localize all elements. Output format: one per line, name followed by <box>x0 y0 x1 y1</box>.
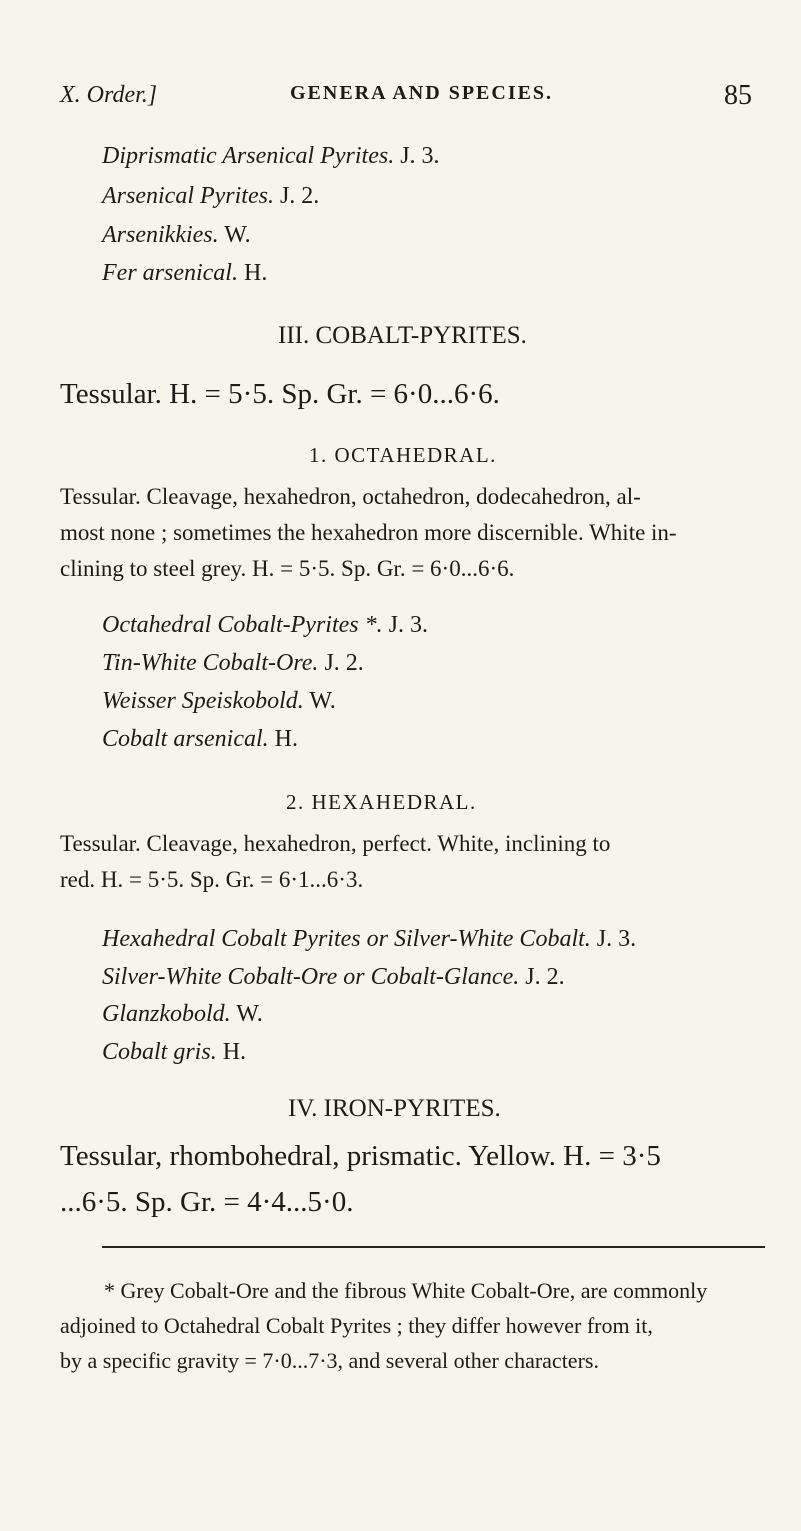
synonym-line <box>102 143 440 170</box>
species-title: 2. HEXAHEDRAL. <box>286 790 477 814</box>
synonym-ref: J. 2. <box>525 964 565 990</box>
synonym-name: Tin-White Cobalt-Ore. <box>102 650 319 676</box>
footnote-line: * Grey Cobalt-Ore and the fibrous White Cobalt-Ore, are commonly <box>104 1278 708 1303</box>
section-title: III. COBALT-PYRITES. <box>278 322 527 349</box>
synonym-ref: J. 3. <box>388 612 428 638</box>
synonym-line <box>102 964 565 991</box>
synonym-line <box>102 688 336 715</box>
synonym-name: Fer arsenical. <box>102 260 238 286</box>
footnote-line: by a specific gravity = 7·0...7·3, and several other characters. <box>60 1348 599 1373</box>
description-line: clining to steel grey. H. = 5·5. Sp. Gr. = 6·0...6·6. <box>60 556 515 581</box>
synonym-ref: W. <box>224 222 251 248</box>
synonym-name: Weisser Speiskobold. <box>102 688 304 714</box>
synonym-name: Silver-White Cobalt-Ore or Cobalt-Glance. <box>102 964 520 990</box>
synonym-ref: H. <box>243 260 268 286</box>
section-summary-line: Tessular, rhombohedral, prismatic. Yellow. H. = 3·5 <box>60 1140 661 1172</box>
species-title: 1. OCTAHEDRAL. <box>309 443 497 467</box>
synonym-name: Arsenical Pyrites. <box>102 183 274 209</box>
synonym-ref: H. <box>274 726 299 752</box>
description-line: Tessular. Cleavage, hexahedron, perfect. White, inclining to <box>60 831 611 856</box>
synonym-ref: J. 3. <box>596 926 637 952</box>
synonym-ref: J. 3. <box>400 143 440 169</box>
running-header-title: GENERA AND SPECIES. <box>290 82 554 104</box>
section-summary: Tessular. H. = 5·5. Sp. Gr. = 6·0...6·6. <box>60 378 500 410</box>
synonym-ref: W. <box>309 688 336 714</box>
synonym-line <box>102 926 636 953</box>
synonym-line <box>102 726 298 753</box>
synonym-line <box>102 183 319 210</box>
section-title: IV. IRON-PYRITES. <box>288 1095 501 1122</box>
description-line: red. H. = 5·5. Sp. Gr. = 6·1...6·3. <box>60 867 364 892</box>
synonym-name: Hexahedral Cobalt Pyrites or Silver-White Cobalt. <box>102 926 591 952</box>
synonym-ref: J. 2. <box>324 650 364 676</box>
synonym-name: Octahedral Cobalt-Pyrites *. <box>102 612 383 638</box>
synonym-line <box>102 612 428 639</box>
footnote-rule <box>102 1246 765 1248</box>
synonym-line <box>102 1039 246 1066</box>
synonym-ref: J. 2. <box>279 183 320 209</box>
synonym-name: Diprismatic Arsenical Pyrites. <box>102 143 395 169</box>
footnote-line: adjoined to Octahedral Cobalt Pyrites ; they differ however from it, <box>60 1313 653 1338</box>
running-header-left: X. Order.] <box>60 82 158 108</box>
synonym-name: Glanzkobold. <box>102 1001 231 1027</box>
description-line: Tessular. Cleavage, hexahedron, octahedron, dodecahedron, al- <box>60 484 641 509</box>
synonym-ref: H. <box>222 1039 247 1065</box>
page-number: 85 <box>724 80 752 111</box>
synonym-name: Arsenikkies. <box>102 222 219 248</box>
synonym-line <box>102 1001 263 1028</box>
synonym-line <box>102 650 364 677</box>
synonym-line <box>102 222 251 249</box>
synonym-name: Cobalt gris. <box>102 1039 217 1065</box>
synonym-name: Cobalt arsenical. <box>102 726 269 752</box>
synonym-ref: W. <box>236 1001 263 1027</box>
synonym-line <box>102 260 267 287</box>
section-summary-line: ...6·5. Sp. Gr. = 4·4...5·0. <box>60 1186 354 1218</box>
description-line: most none ; sometimes the hexahedron more discernible. White in- <box>60 520 677 545</box>
